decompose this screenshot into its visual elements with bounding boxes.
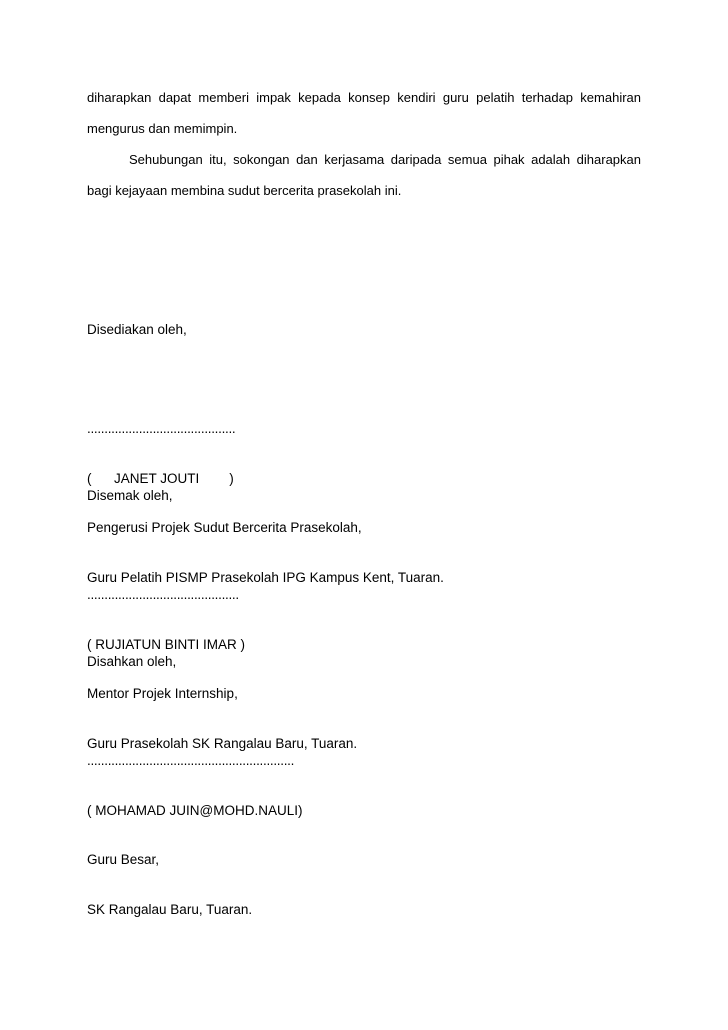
signatory-role: Mentor Projek Internship, [87, 686, 238, 701]
body-paragraph-1: diharapkan dapat memberi impak kepada konsep kendiri guru pelatih terhadap kemahiran mengurus dan memimpin. [87, 90, 641, 136]
signatory-affiliation: Guru Prasekolah SK Rangalau Baru, Tuaran. [87, 735, 358, 751]
signature-line: ............................................ [87, 587, 239, 602]
signature-heading: Disediakan oleh, [87, 322, 187, 337]
signature-block-approved [87, 621, 302, 951]
signatory-name: ( JANET JOUTI ) [87, 470, 234, 486]
body-paragraph-2: Sehubungan itu, sokongan dan kerjasama daripada semua pihak adalah diharapkan bagi kejayaan membina sudut bercerita prasekolah ini. [87, 152, 641, 198]
signatory-role: Pengerusi Projek Sudut Bercerita Prasekolah, [87, 520, 362, 535]
signatory-name: ( MOHAMAD JUIN@MOHD.NAULI) [87, 802, 303, 818]
signatory-affiliation: Guru Pelatih PISMP Prasekolah IPG Kampus Kent, Tuaran. [87, 569, 444, 585]
signature-line: ........................................... [87, 421, 236, 436]
signature-heading: Disemak oleh, [87, 488, 173, 503]
signature-line: ............................................................ [87, 753, 295, 768]
signatory-affiliation: SK Rangalau Baru, Tuaran. [87, 901, 253, 917]
signatory-name: ( RUJIATUN BINTI IMAR ) [87, 636, 245, 652]
signature-heading: Disahkan oleh, [87, 654, 177, 669]
signatory-role: Guru Besar, [87, 852, 160, 867]
